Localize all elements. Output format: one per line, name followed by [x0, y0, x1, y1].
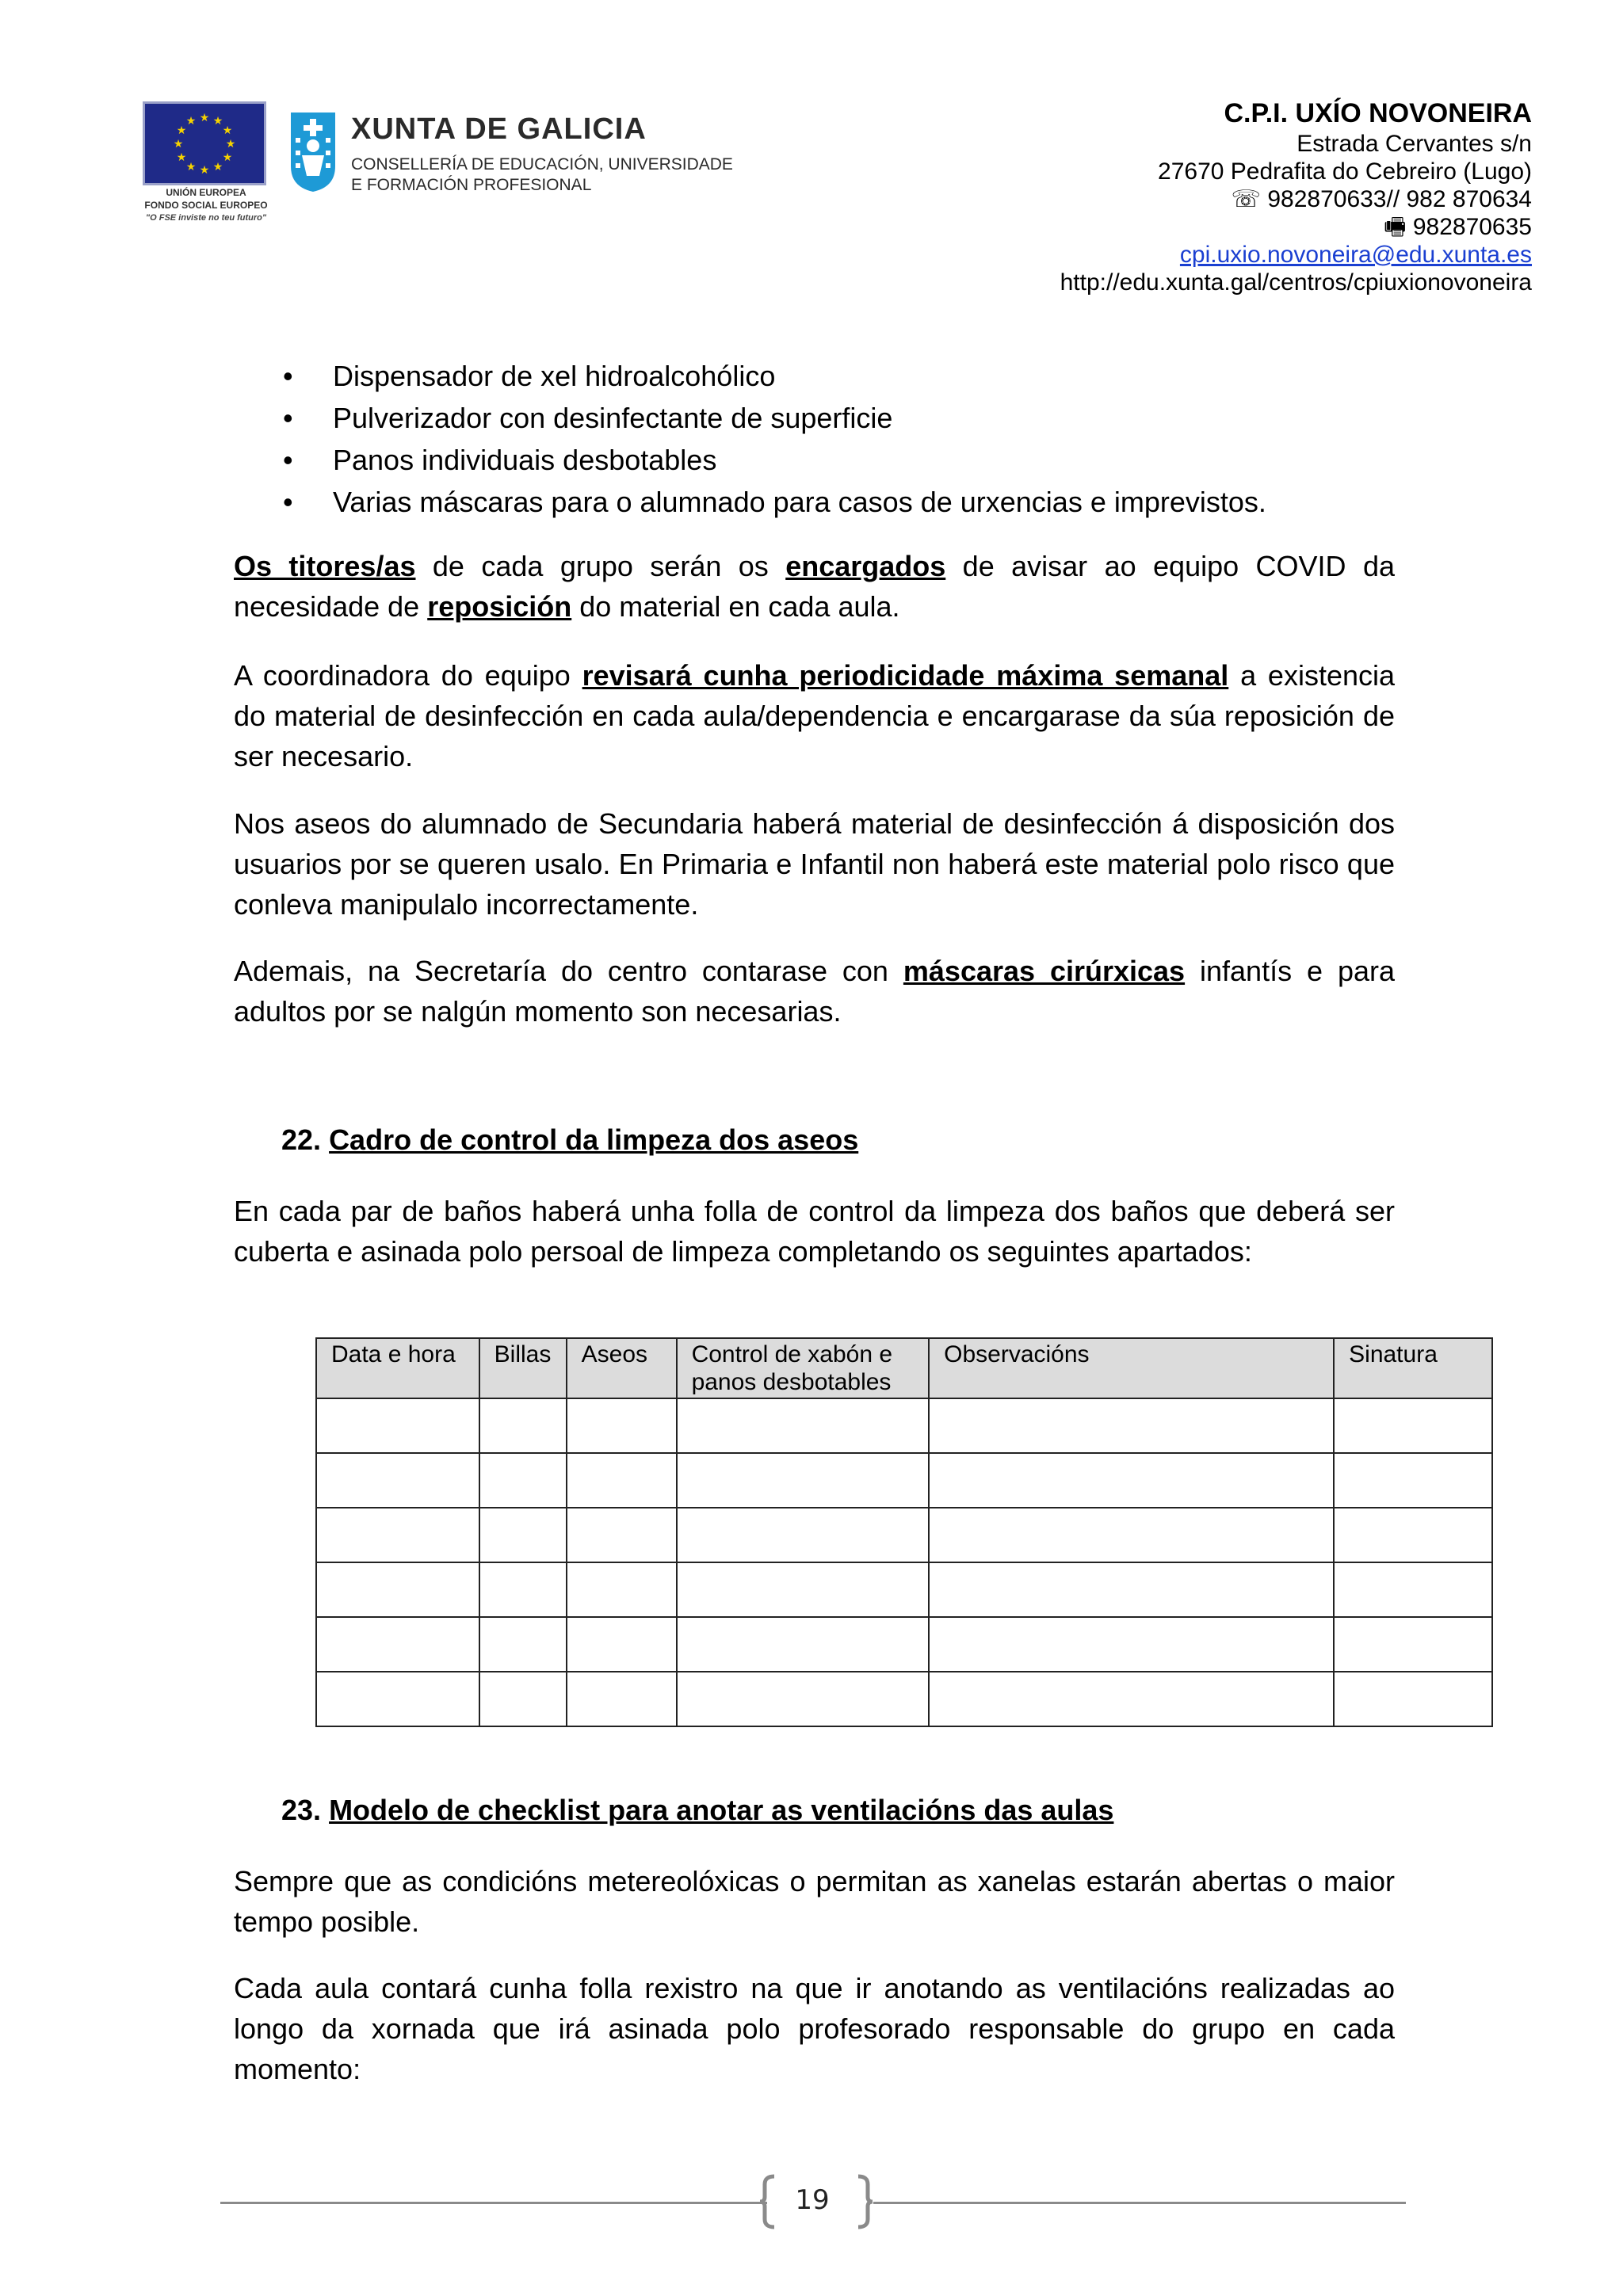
table-row [316, 1398, 1492, 1453]
svg-text:★: ★ [222, 124, 233, 137]
table-cell [677, 1508, 930, 1562]
table-cell [479, 1453, 567, 1508]
supplies-list [265, 355, 1266, 523]
section-23-paragraph-1: Sempre que as condicións metereolóxicas o permitan as xanelas estarán abertas o maior tempo posible. [234, 1865, 1395, 1938]
header-soap-control: Control de xabón e panos desbotables [677, 1338, 930, 1398]
header-taps: Billas [479, 1338, 567, 1398]
table-cell [479, 1617, 567, 1672]
table-cell [929, 1562, 1334, 1617]
table-cell [567, 1398, 677, 1453]
table-cell [1334, 1508, 1492, 1562]
table-cell [1334, 1562, 1492, 1617]
table-cell [479, 1508, 567, 1562]
section-22-heading [281, 1123, 858, 1157]
eu-fse-logo [127, 101, 285, 235]
svg-text:★: ★ [199, 112, 210, 124]
eu-line2: FONDO SOCIAL EUROPEO [144, 200, 268, 211]
list-item: • Varias máscaras para o alumnado para casos de urxencias e imprevistos. [265, 481, 1266, 523]
school-phone: ☏ 982870633// 982 870634 [1231, 186, 1532, 212]
emphasis-reposicion: reposición [427, 590, 572, 623]
list-item: • Pulverizador con desinfectante de superficie [265, 397, 1266, 439]
svg-text:★: ★ [212, 161, 223, 174]
svg-text:★: ★ [185, 115, 197, 128]
table-row [316, 1508, 1492, 1562]
table-cell [567, 1453, 677, 1508]
table-cell [479, 1562, 567, 1617]
section-number: 22. [281, 1123, 322, 1156]
school-email-link[interactable]: cpi.uxio.novoneira@edu.xunta.es [1179, 242, 1532, 268]
table-cell [929, 1453, 1334, 1508]
paragraph-text: infantís e para adultos por se nalgún momento son necesarias. [234, 955, 1396, 1028]
table-cell [479, 1398, 567, 1453]
table-cell [677, 1398, 930, 1453]
school-fax: 🖷 982870635 [1384, 214, 1532, 240]
emphasis-surgical-masks: máscaras cirúrxicas [903, 955, 1186, 987]
footer-rule-left [220, 2202, 767, 2204]
paragraph-text: Ademais, na Secretaría do centro contarase con [234, 955, 903, 987]
xunta-dept-line1: CONSELLERÍA DE EDUCACIÓN, UNIVERSIDADE [351, 155, 733, 174]
table-cell [316, 1398, 479, 1453]
table-cell [316, 1617, 479, 1672]
xunta-emblem-icon [289, 111, 337, 193]
paragraph-toilets: Nos aseos do alumnado de Secundaria haberá material de desinfección á disposición dos usuarios por se queren usalo. En Primaria e Infantil non haberá este material polo risco que conleva manipulalo incorrectamente. [234, 807, 1395, 921]
eu-flag-icon [143, 101, 266, 185]
paragraph-text: do material en cada aula. [571, 590, 900, 623]
table-cell [1334, 1398, 1492, 1453]
paragraph-masks [234, 951, 1395, 1032]
svg-text:★: ★ [199, 164, 210, 177]
table-cell [479, 1672, 567, 1726]
svg-text:★: ★ [222, 151, 233, 164]
emphasis-weekly-review: revisará cunha periodicidade máxima semanal [582, 659, 1229, 692]
svg-text:★: ★ [176, 151, 187, 164]
section-23-heading [281, 1794, 1113, 1827]
table-row [316, 1617, 1492, 1672]
list-item: • Panos individuais desbotables [265, 439, 1266, 481]
svg-text:★: ★ [225, 138, 236, 151]
paragraph-tutors [234, 546, 1395, 627]
section-23-paragraph-2: Cada aula contará cunha folla rexistro na que ir anotando as ventilacións realizadas ao longo da xornada que irá asinada polo profesorado responsable do grupo en cada momento: [234, 1972, 1395, 2085]
header-date-time: Data e hora [316, 1338, 479, 1398]
paragraph-text: A coordinadora do equipo [234, 659, 582, 692]
table-cell [677, 1672, 930, 1726]
table-cell [677, 1453, 930, 1508]
eu-line1: UNIÓN EUROPEA [166, 187, 246, 198]
footer-rule-right [873, 2202, 1406, 2204]
table-cell [316, 1453, 479, 1508]
header-signature: Sinatura [1334, 1338, 1492, 1398]
table-row [316, 1453, 1492, 1508]
xunta-logo [289, 111, 733, 198]
svg-text:★: ★ [185, 161, 197, 174]
table-cell [567, 1672, 677, 1726]
table-cell [316, 1672, 479, 1726]
svg-text:★: ★ [176, 124, 187, 137]
paragraph-coordinator [234, 655, 1395, 776]
table-row [316, 1562, 1492, 1617]
emphasis-encargados: encargados [785, 550, 946, 582]
list-item: • Dispensador de xel hidroalcohólico [265, 355, 1266, 397]
school-website: http://edu.xunta.gal/centros/cpiuxionovoneira [1060, 269, 1532, 296]
paragraph-text: de avisar ao equipo COVID da necesidade de [234, 550, 1395, 623]
table-cell [1334, 1672, 1492, 1726]
header-observations: Observacións [929, 1338, 1334, 1398]
emphasis-tutors: Os titores/as [234, 550, 416, 582]
table-cell [567, 1617, 677, 1672]
table-cell [316, 1562, 479, 1617]
eu-tagline: "O FSE inviste no teu futuro" [145, 213, 267, 223]
school-city: 27670 Pedrafita do Cebreiro (Lugo) [1158, 158, 1532, 185]
school-name: C.P.I. UXÍO NOVONEIRA [1224, 98, 1532, 128]
paragraph-text: de cada grupo serán os [415, 550, 786, 582]
table-header-row [316, 1338, 1492, 1398]
table-cell [567, 1562, 677, 1617]
table-cell [929, 1398, 1334, 1453]
school-address-block [1060, 97, 1532, 296]
xunta-dept-line2: E FORMACIÓN PROFESIONAL [351, 176, 592, 194]
table-cell [316, 1508, 479, 1562]
svg-text:★: ★ [173, 138, 184, 151]
table-cell [929, 1617, 1334, 1672]
section-title: Cadro de control da limpeza dos aseos [329, 1123, 859, 1156]
table-row [316, 1672, 1492, 1726]
section-title: Modelo de checklist para anotar as ventilacións das aulas [329, 1794, 1114, 1826]
section-22-paragraph: En cada par de baños haberá unha folla de control da limpeza dos baños que deberá ser cuberta e asinada polo persoal de limpeza completando os seguintes apartados: [234, 1195, 1395, 1268]
table-cell [929, 1508, 1334, 1562]
svg-text:★: ★ [212, 115, 223, 128]
header-toilets: Aseos [567, 1338, 677, 1398]
page-number: 19 [795, 2184, 830, 2216]
section-number: 23. [281, 1794, 322, 1826]
xunta-name: XUNTA DE GALICIA [351, 113, 647, 146]
cleaning-control-table [315, 1337, 1493, 1727]
table-cell [929, 1672, 1334, 1726]
table-cell [1334, 1617, 1492, 1672]
paragraph-text: a existencia do material de desinfección en cada aula/dependencia e encargarase da súa reposición de ser necesario. [234, 659, 1396, 772]
table-cell [677, 1617, 930, 1672]
school-street: Estrada Cervantes s/n [1296, 131, 1532, 157]
table-cell [677, 1562, 930, 1617]
table-cell [567, 1508, 677, 1562]
table-cell [1334, 1453, 1492, 1508]
